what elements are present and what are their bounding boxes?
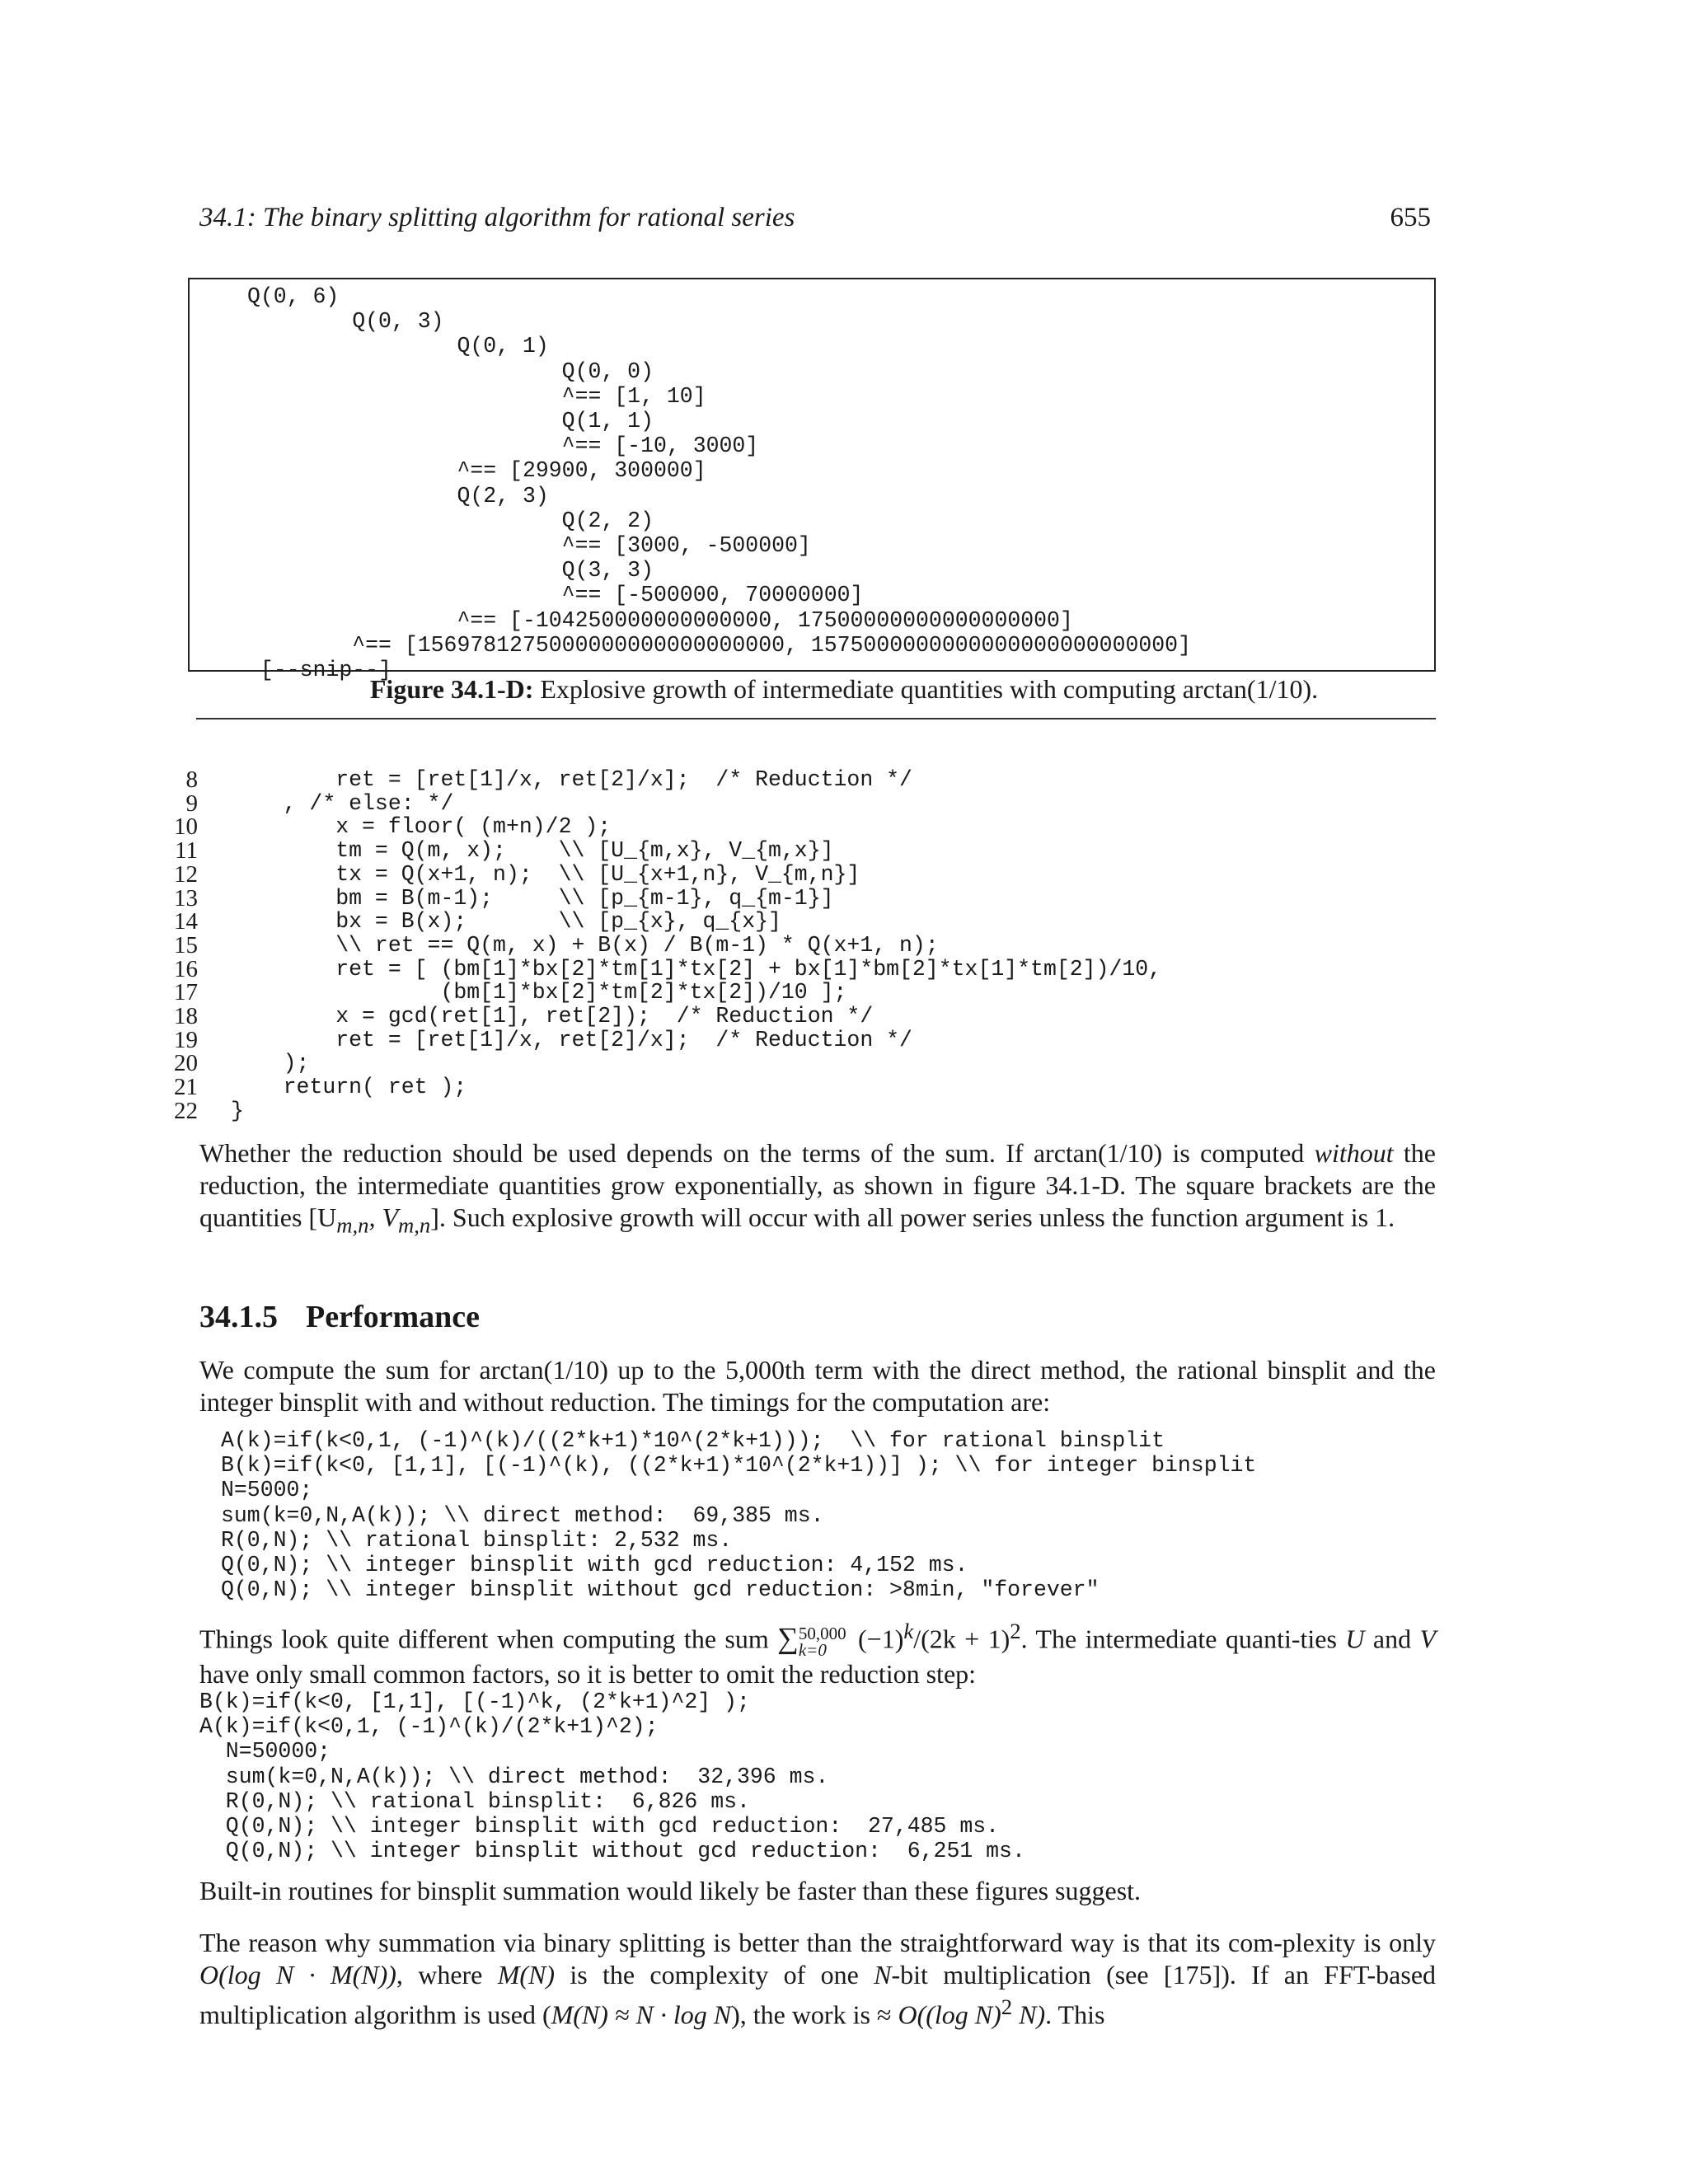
figure-code-line: Q(0, 1) xyxy=(247,334,549,359)
paragraph-builtin-routines: Built-in routines for binsplit summation would likely be faster than these figures suggest. xyxy=(199,1876,1142,1905)
line-number: 16 xyxy=(174,955,198,982)
section-number: 34.1.5 xyxy=(199,1300,278,1334)
figure-code-line: ^== [-500000, 70000000] xyxy=(247,583,864,608)
figure-code xyxy=(247,284,1191,682)
paragraph-complexity: The reason why summation via binary splitting is better than the straightforward way is that its com-plexity is only O(log N · M(N)), where M(N) is the complexity of one N-bit multiplication (see [175]). If an FFT-based multiplication algorithm is used (M(N) ≈ N · log N), the work is ≈ O((log N)$^2$ N). This xyxy=(199,1928,1437,2030)
figure-code-line: ^== [3000, -500000] xyxy=(247,533,811,559)
line-number: 20 xyxy=(174,1050,198,1077)
figure-code-line: ^== [-104250000000000000, 17500000000000000000] xyxy=(247,607,1073,633)
figure-code-line: Q(1, 1) xyxy=(247,409,654,434)
page-number: 655 xyxy=(1390,203,1431,232)
line-number: 11 xyxy=(175,837,198,865)
code-line: N=50000; xyxy=(199,1739,331,1765)
paragraph-performance-intro: We compute the sum for arctan(1/10) up to the 5,000th term with the direct method, the rational binsplit and the integer binsplit with and without reduction. The timings for the computation are: xyxy=(199,1355,1436,1417)
code-line: A(k)=if(k<0,1, (-1)^(k)/(2*k+1)^2); xyxy=(199,1714,659,1740)
code-line: } xyxy=(231,1098,244,1123)
figure-caption-label: Figure 34.1-D: xyxy=(369,674,534,704)
section-title: Performance xyxy=(306,1300,480,1334)
line-number: 9 xyxy=(185,790,198,817)
figure-box xyxy=(188,278,1436,683)
paragraph-reduction: Whether the reduction should be used depends on the terms of the sum. If arctan(1/10) is computed without the reduction, the intermediate quantities grow exponentially, as shown in figure 34.1-D. The square brackets are the quantities [$U_{m,n}$, $V_{m,n}$]. Such explosive growth will occur with all power series unless the function argument is 1. xyxy=(199,1138,1437,1238)
code-line: R(0,N); \\ rational binsplit: 6,826 ms. xyxy=(199,1788,750,1814)
code-line: Q(0,N); \\ integer binsplit with gcd reduction: 27,485 ms. xyxy=(199,1814,1000,1840)
code-line: R(0,N); \\ rational binsplit: 2,532 ms. xyxy=(221,1527,733,1553)
line-number: 12 xyxy=(174,860,198,888)
code-arctan-timings xyxy=(221,1428,1256,1602)
figure-code-line: ^== [29900, 300000] xyxy=(247,458,706,484)
line-number: 18 xyxy=(174,1003,198,1030)
code-line: sum(k=0,N,A(k)); \\ direct method: 69,385 ms. xyxy=(221,1502,824,1528)
code-listing xyxy=(231,768,1161,1123)
line-number: 10 xyxy=(174,813,198,841)
code-line: x = gcd(ret[1], ret[2]); /* Reduction */ xyxy=(231,1004,874,1029)
code-sum-timings xyxy=(199,1690,1025,1863)
figure-code-line: Q(0, 6) xyxy=(247,284,340,309)
figure-code-line: ^== [-10, 3000] xyxy=(247,434,759,459)
code-line: B(k)=if(k<0, [1,1], [(-1)^(k), ((2*k+1)*10^(2*k+1))] ); \\ for integer binsplit xyxy=(221,1453,1257,1479)
code-line: sum(k=0,N,A(k)); \\ direct method: 32,396 ms. xyxy=(199,1764,829,1789)
line-number: 19 xyxy=(174,1026,198,1053)
figure-caption-text: Explosive growth of intermediate quantities with computing arctan(1/10). xyxy=(533,674,1319,704)
code-line: Q(0,N); \\ integer binsplit with gcd reduction: 4,152 ms. xyxy=(221,1553,968,1578)
figure-code-line: Q(0, 0) xyxy=(247,359,654,384)
code-line: ret = [ret[1]/x, ret[2]/x]; /* Reduction */ xyxy=(231,1027,912,1052)
code-line: ); xyxy=(231,1051,310,1076)
figure-code-line: Q(3, 3) xyxy=(247,558,654,583)
line-number: 21 xyxy=(174,1074,198,1101)
code-line: N=5000; xyxy=(221,1478,313,1503)
code-line: return( ret ); xyxy=(231,1075,467,1100)
figure-code-line: [--snip--] xyxy=(247,658,392,683)
figure-code-line: ^== [1569781275000000000000000000, 1575000000000000000000000000] xyxy=(247,632,1191,658)
code-line: ret = [ret[1]/x, ret[2]/x]; /* Reduction */ xyxy=(231,767,912,792)
code-line: tm = Q(m, x); \\ [U_{m,x}, V_{m,x}] xyxy=(231,838,834,864)
code-line: Q(0,N); \\ integer binsplit without gcd reduction: >8min, "forever" xyxy=(221,1577,1100,1603)
code-line: ret = [ (bm[1]*bx[2]*tm[1]*tx[2] + bx[1]*bm[2]*tx[1]*tm[2])/10, xyxy=(231,956,1162,982)
caption-rule xyxy=(196,718,1436,719)
line-number: 15 xyxy=(174,931,198,958)
section-heading xyxy=(199,1299,480,1335)
line-number: 22 xyxy=(174,1097,198,1124)
code-line: x = floor( (m+n)/2 ); xyxy=(231,814,612,840)
code-line: bm = B(m-1); \\ [p_{m-1}, q_{m-1}] xyxy=(231,885,834,911)
code-line: bx = B(x); \\ [p_{x}, q_{x}] xyxy=(231,909,781,935)
code-line: tx = Q(x+1, n); \\ [U_{x+1,n}, V_{m,n}] xyxy=(231,861,860,887)
figure-code-line: Q(2, 2) xyxy=(247,508,654,533)
code-line: (bm[1]*bx[2]*tm[2]*tx[2])/10 ]; xyxy=(231,980,847,1005)
line-number: 13 xyxy=(174,884,198,912)
code-line: B(k)=if(k<0, [1,1], [(-1)^k, (2*k+1)^2] ); xyxy=(199,1690,750,1714)
listing-line-numbers xyxy=(161,768,198,1123)
code-line: , /* else: */ xyxy=(231,790,454,816)
code-line: A(k)=if(k<0,1, (-1)^(k)/((2*k+1)*10^(2*k+1))); \\ for rational binsplit xyxy=(221,1428,1165,1453)
figure-code-line: ^== [1, 10] xyxy=(247,383,706,409)
line-number: 14 xyxy=(174,908,198,935)
figure-code-line: Q(0, 3) xyxy=(247,309,444,335)
paragraph-sum-comparison: Things look quite different when computing the sum ∑50,000 k=0 $(-1)^k/(2k + 1)^2$. The intermediate quanti-ties U and V have only small common factors, so it is better to omit the reduction step: xyxy=(199,1619,1437,1690)
line-number: 17 xyxy=(174,979,198,1006)
running-header-title: 34.1: The binary splitting algorithm for rational series xyxy=(199,203,795,232)
code-line: Q(0,N); \\ integer binsplit without gcd reduction: 6,251 ms. xyxy=(199,1839,1025,1864)
figure-code-line: Q(2, 3) xyxy=(247,483,549,509)
code-line: \\ ret == Q(m, x) + B(x) / B(m-1) * Q(x+1, n); xyxy=(231,932,939,958)
line-number: 8 xyxy=(185,766,198,793)
figure-caption xyxy=(0,674,1688,705)
